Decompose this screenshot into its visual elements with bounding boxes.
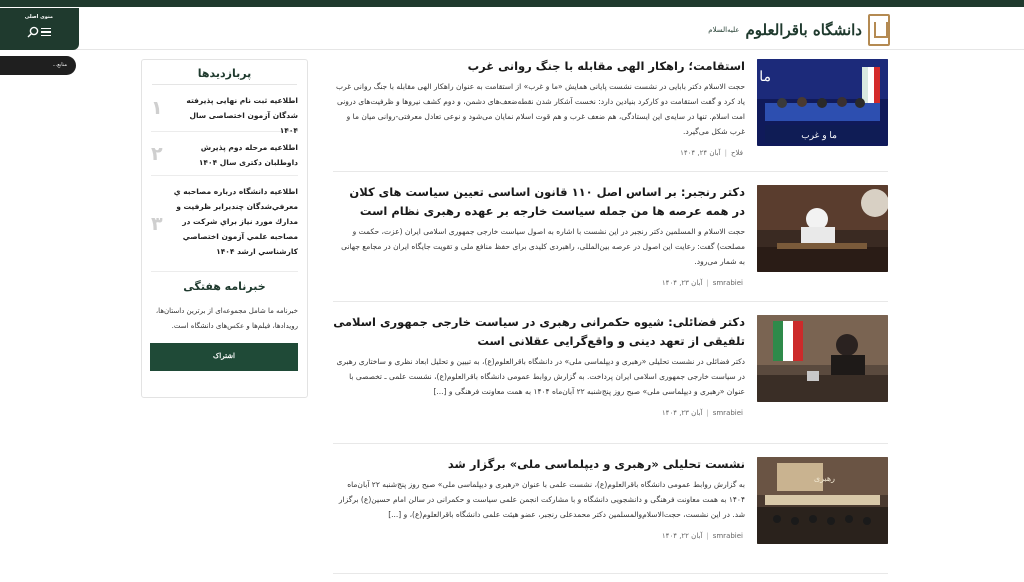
newsletter-section	[142, 280, 307, 371]
hamburger-icon[interactable]	[41, 28, 51, 36]
main-menu-button[interactable]	[0, 8, 79, 50]
article-meta: smrabiei|آبان ۲۳, ۱۴۰۴	[661, 409, 743, 417]
most-visited-item[interactable]	[151, 176, 298, 272]
article-body	[333, 455, 745, 540]
article-date: آبان ۲۴, ۱۴۰۴	[680, 149, 721, 157]
article-meta: smrabiei|آبان ۲۲, ۱۴۰۴	[661, 532, 743, 540]
article-summary: حجت الاسلام و المسلمین دکتر رنجبر در این نشست با اشاره به اصول سیاست خارجی جمهوری اسلامی ایران (عزت، حکمت و مصلحت) گفت: رعایت این اصول در عرصه بین‌المللی، راهبردی کلیدی برای حفظ منافع ملی و تقویت جایگاه ایران در مجامع جهانی به شمار می‌رود.	[341, 227, 745, 266]
article-meta: smrabiei|آبان ۲۳, ۱۴۰۴	[661, 279, 743, 287]
article-author[interactable]: smrabiei	[712, 532, 743, 540]
item-number: ۱	[151, 97, 163, 119]
article-thumbnail[interactable]	[757, 315, 888, 402]
sidebar	[141, 59, 308, 398]
news-article	[333, 50, 888, 172]
item-number: ۲	[151, 142, 163, 165]
logo-emblem-icon	[868, 14, 890, 46]
article-title[interactable]: دکتر فضائلی: شیوه حکمرانی رهبری در سیاست خارجی جمهوری اسلامی تلفیقی از تعهد دینی و واقع‌گرایی عقلانی است	[333, 315, 745, 348]
most-visited-title: پربازدیدها	[142, 67, 307, 85]
article-author[interactable]: smrabiei	[712, 279, 743, 287]
article-date: آبان ۲۳, ۱۴۰۴	[661, 409, 703, 417]
item-number: ۳	[151, 212, 163, 235]
item-link[interactable]: اطلاعیه ثبت نام نهایی پذیرفته شدگان آزمون اختصاصی سال ۱۴۰۴	[186, 96, 298, 135]
news-article	[333, 444, 888, 574]
svg-text:ما و غرب: ما و غرب	[801, 131, 837, 141]
article-meta: فلاح|آبان ۲۴, ۱۴۰۴	[680, 149, 743, 157]
article-author[interactable]: فلاح	[730, 149, 743, 157]
article-body	[333, 57, 745, 157]
article-summary: حجت الاسلام دکتر بابایی در نشست نشست پایانی همایش «ما و غرب» از استقامت به عنوان راهکار الهی مقابله با جنگ روانی غرب یاد کرد و گفت استقامت دو کارکرد بنیادین دارد: نخست آشکار شدن نقطه‌ضعف‌های دشمن، و دوم کشف نیروها و ظرفیت‌های درونی امت اسلام. تنها در سایه‌ی این ایستادگی، هم ضعف غرب و هم قوت اسلام نمایان می‌شود و نوعی تعادل معرفتی-روانی میان ما و غرب شکل می‌گیرد.	[336, 82, 745, 136]
svg-text:ما: ما	[759, 69, 771, 85]
newsletter-title: خبرنامه هفتگی	[183, 280, 266, 293]
article-summary: دکتر فضائلی در نشست تحلیلی «رهبری و دیپلماسی ملی» در دانشگاه باقرالعلوم(ع)، به تبیین و تحلیل ابعاد نظری و ساختاری رهبری در سیاست خارجی جمهوری اسلامی ایران پرداخت. به گزارش روابط عمومی دانشگاه باقرالعلوم(ع)، نشست علمی ـ تخصصی با عنوان «رهبری و دیپلماسی ملی» صبح روز پنج‌شنبه ۲۲ آبان‌ماه ۱۴۰۴ به همت معاونت فرهنگی و [...]	[336, 357, 745, 396]
article-thumbnail[interactable]	[757, 457, 888, 544]
site-logo[interactable]	[708, 14, 890, 46]
news-article	[333, 302, 888, 444]
item-link[interactable]: اطلاعیه مرحله دوم پذیرش داوطلبان دکتری سال ۱۴۰۴	[198, 143, 298, 167]
article-date: آبان ۲۳, ۱۴۰۴	[661, 279, 703, 287]
subscribe-button[interactable]: اشتراک	[150, 343, 298, 371]
news-article	[333, 172, 888, 302]
logo-text: دانشگاه باقرالعلوم	[745, 21, 862, 39]
article-date: آبان ۲۲, ۱۴۰۴	[661, 532, 703, 540]
article-author[interactable]: smrabiei	[712, 409, 743, 417]
article-summary: به گزارش روابط عمومی دانشگاه باقرالعلوم(ع)، نشست علمی با عنوان «رهبری و دیپلماسی ملی» صبح روز پنج‌شنبه ۲۲ آبان‌ماه ۱۴۰۴ به همت معاونت فرهنگی و دانشجویی دانشگاه و با مشارکت انجمن علمی سیاست و حکمرانی در سالن امام حسین(ع) برگزار شد. در این نشست، حجت‌الاسلام‌والمسلمین دکتر محمدعلی رنجبر، عضو هیئت علمی دانشگاه باقرالعلوم(ع)، و [...]	[338, 480, 745, 519]
article-title[interactable]: استقامت؛ راهکار الهی مقابله با جنگ روانی غرب	[467, 59, 745, 73]
newsletter-text: خبرنامه ما شامل مجموعه‌ای از برترین داستان‌ها، رویدادها، فیلم‌ها و عکس‌های دانشگاه است.	[155, 307, 298, 330]
article-body	[333, 183, 745, 287]
svg-text:رهبری: رهبری	[813, 474, 835, 483]
menu-label: منوی اصلی	[24, 14, 53, 20]
article-title[interactable]: دکتر رنجبر: بر اساس اصل ۱۱۰ قانون اساسی تعیین سیاست های کلان در همه عرصه ها من جمله سیاست خارجه بر عهده رهبری نظام است	[349, 185, 745, 218]
sources-tab[interactable]: منابع...	[0, 56, 76, 75]
top-bar	[0, 0, 1024, 7]
article-thumbnail[interactable]	[757, 59, 888, 146]
logo-suffix: علیه‌السلام	[708, 26, 740, 34]
article-body	[333, 313, 745, 417]
item-link[interactable]: اطلاعیه دانشگاه درباره مصاحبه ي معرفي‌شدگان چندبرابر ظرفيت و مدارك مورد نياز براي شركت در مصاحبه علمي آزمون اختصاصي كارشناسي ارشد ۱۴۰۴	[173, 187, 298, 256]
menu-icons	[27, 26, 51, 38]
most-visited-item[interactable]	[151, 85, 298, 135]
article-title[interactable]: نشست تحلیلی «رهبری و دیپلماسی ملی» برگزار شد	[447, 457, 745, 471]
article-thumbnail[interactable]	[757, 185, 888, 272]
search-icon[interactable]	[27, 26, 39, 38]
most-visited-item[interactable]	[151, 132, 298, 176]
